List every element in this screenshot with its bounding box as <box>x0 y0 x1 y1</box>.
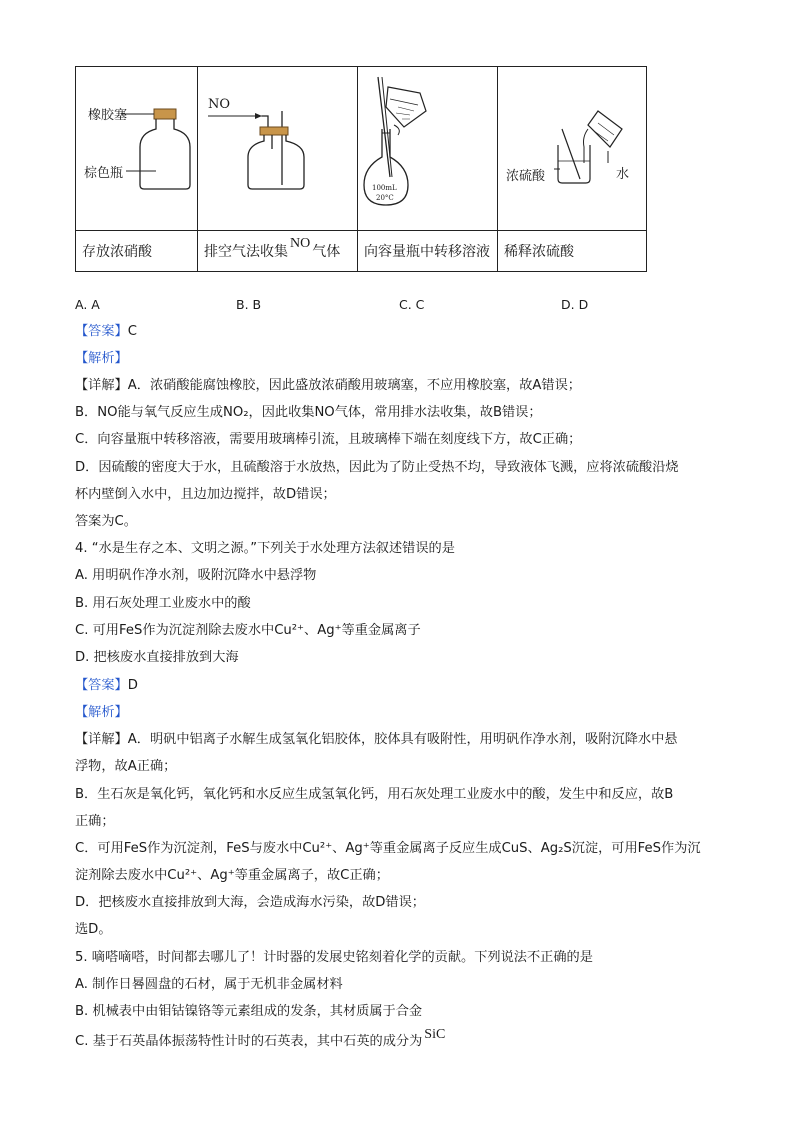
q5-option: B. 机械表中由钼钴镍铬等元素组成的发条，其材质属于合金 <box>75 1004 423 1019</box>
option-d: D. D <box>561 297 589 312</box>
q5-option: A. 制作日晷圆盘的石材，属于无机非金属材料 <box>75 977 343 992</box>
q4-option: A. 用明矾作净水剂，吸附沉降水中悬浮物 <box>75 568 317 583</box>
figure-dilution <box>498 67 646 230</box>
option-c: C. C <box>399 297 425 312</box>
caption-cell-d <box>498 231 646 271</box>
caption-c: 向容量瓶中转移溶液 <box>364 244 490 260</box>
q4-option: C. 可用FeS作为沉淀剂除去废水中Cu²⁺、Ag⁺等重金属离子 <box>75 623 421 638</box>
dilution-diagram <box>498 67 646 230</box>
q5-option <box>75 1027 447 1051</box>
caption-b-part2: 气体 <box>312 244 341 260</box>
q4-explain-line: 淀剂除去废水中Cu²⁺、Ag⁺等重金属离子，故C正确； <box>75 868 389 883</box>
brown-bottle-diagram <box>76 67 197 230</box>
flask-temp-label: 20°C <box>376 194 394 202</box>
q3-answer <box>75 323 137 341</box>
caption-d: 稀释浓硫酸 <box>504 244 574 260</box>
q4-explain-line: 【详解】A．明矾中铝离子水解生成氢氧化铝胶体，胶体具有吸附性，用明矾作净水剂，吸附沉降水中悬 <box>75 732 678 747</box>
figure-brown-bottle <box>76 67 197 230</box>
q4-explain-line: C．可用FeS作为沉淀剂，FeS与废水中Cu²⁺、Ag⁺等重金属离子反应生成CuS、Ag₂S沉淀，可用FeS作为沉 <box>75 841 701 856</box>
q3-explain-line: C．向容量瓶中转移溶液，需要用玻璃棒引流，且玻璃棒下端在刻度线下方，故C正确； <box>75 432 582 447</box>
q5-option-c-text: C. 基于石英晶体振荡特性计时的石英表，其中石英的成分为 <box>75 1034 423 1049</box>
apparatus-table <box>75 66 647 272</box>
volumetric-flask-diagram <box>358 67 497 230</box>
caption-b-formula: NO <box>290 236 311 251</box>
q4-explain-line: 正确； <box>75 814 115 829</box>
q5-formula: SiC <box>424 1027 446 1042</box>
q4-option: D. 把核废水直接排放到大海 <box>75 650 239 665</box>
q4-analysis-tag: 【解析】 <box>75 705 128 720</box>
figure-volumetric-flask <box>358 67 497 230</box>
stopper-label: 橡胶塞 <box>88 108 128 123</box>
q4-explain-line: 浮物，故A正确； <box>75 759 177 774</box>
flask-volume-label: 100mL <box>372 184 397 192</box>
q4-option: B. 用石灰处理工业废水中的酸 <box>75 596 251 611</box>
answer-value: C <box>127 324 137 339</box>
q4-answer <box>75 677 138 695</box>
gas-collection-diagram <box>198 67 357 230</box>
q3-explain-line: 杯内壁倒入水中，且边加边搅拌，故D错误； <box>75 487 336 502</box>
answer-tag: 【答案】 <box>75 324 128 339</box>
caption-cell-c <box>358 231 497 271</box>
q4-stem: 4. “水是生存之本、文明之源。”下列关于水处理方法叙述错误的是 <box>75 541 455 556</box>
q4-explain-line: B．生石灰是氧化钙，氧化钙和水反应生成氢氧化钙，用石灰处理工业废水中的酸，发生中和反应，故B <box>75 787 674 802</box>
answer-value: D <box>127 678 138 693</box>
bottle-label: 棕色瓶 <box>84 166 124 181</box>
figure-gas-collection <box>198 67 357 230</box>
q3-options <box>75 297 695 317</box>
q3-conclusion: 答案为C。 <box>75 514 137 529</box>
q3-analysis-tag: 【解析】 <box>75 351 128 366</box>
water-label: 水 <box>616 167 630 182</box>
answer-tag: 【答案】 <box>75 678 128 693</box>
caption-cell-b <box>198 231 357 271</box>
acid-label: 浓硫酸 <box>506 169 546 184</box>
q4-explain-line: D．把核废水直接排放到大海，会造成海水污染，故D错误； <box>75 895 425 910</box>
caption-b-part1: 排空气法收集 <box>204 244 288 260</box>
gas-label: NO <box>208 97 231 112</box>
q4-conclusion: 选D。 <box>75 922 112 937</box>
q3-explain-line: B．NO能与氧气反应生成NO₂，因此收集NO气体，常用排水法收集，故B错误； <box>75 405 542 420</box>
q5-stem: 5. 嘀嗒嘀嗒，时间都去哪儿了！计时器的发展史铭刻着化学的贡献。下列说法不正确的是 <box>75 950 593 965</box>
caption-a: 存放浓硝酸 <box>82 244 152 260</box>
option-b: B. B <box>236 297 262 312</box>
q3-explain-line: D．因硫酸的密度大于水，且硫酸溶于水放热，因此为了防止受热不均，导致液体飞溅，应将浓硫酸沿烧 <box>75 460 679 475</box>
option-a: A. A <box>75 297 100 312</box>
caption-cell-a <box>76 231 197 271</box>
q3-explain-line: 【详解】A．浓硝酸能腐蚀橡胶，因此盛放浓硝酸用玻璃塞，不应用橡胶塞，故A错误； <box>75 378 581 393</box>
